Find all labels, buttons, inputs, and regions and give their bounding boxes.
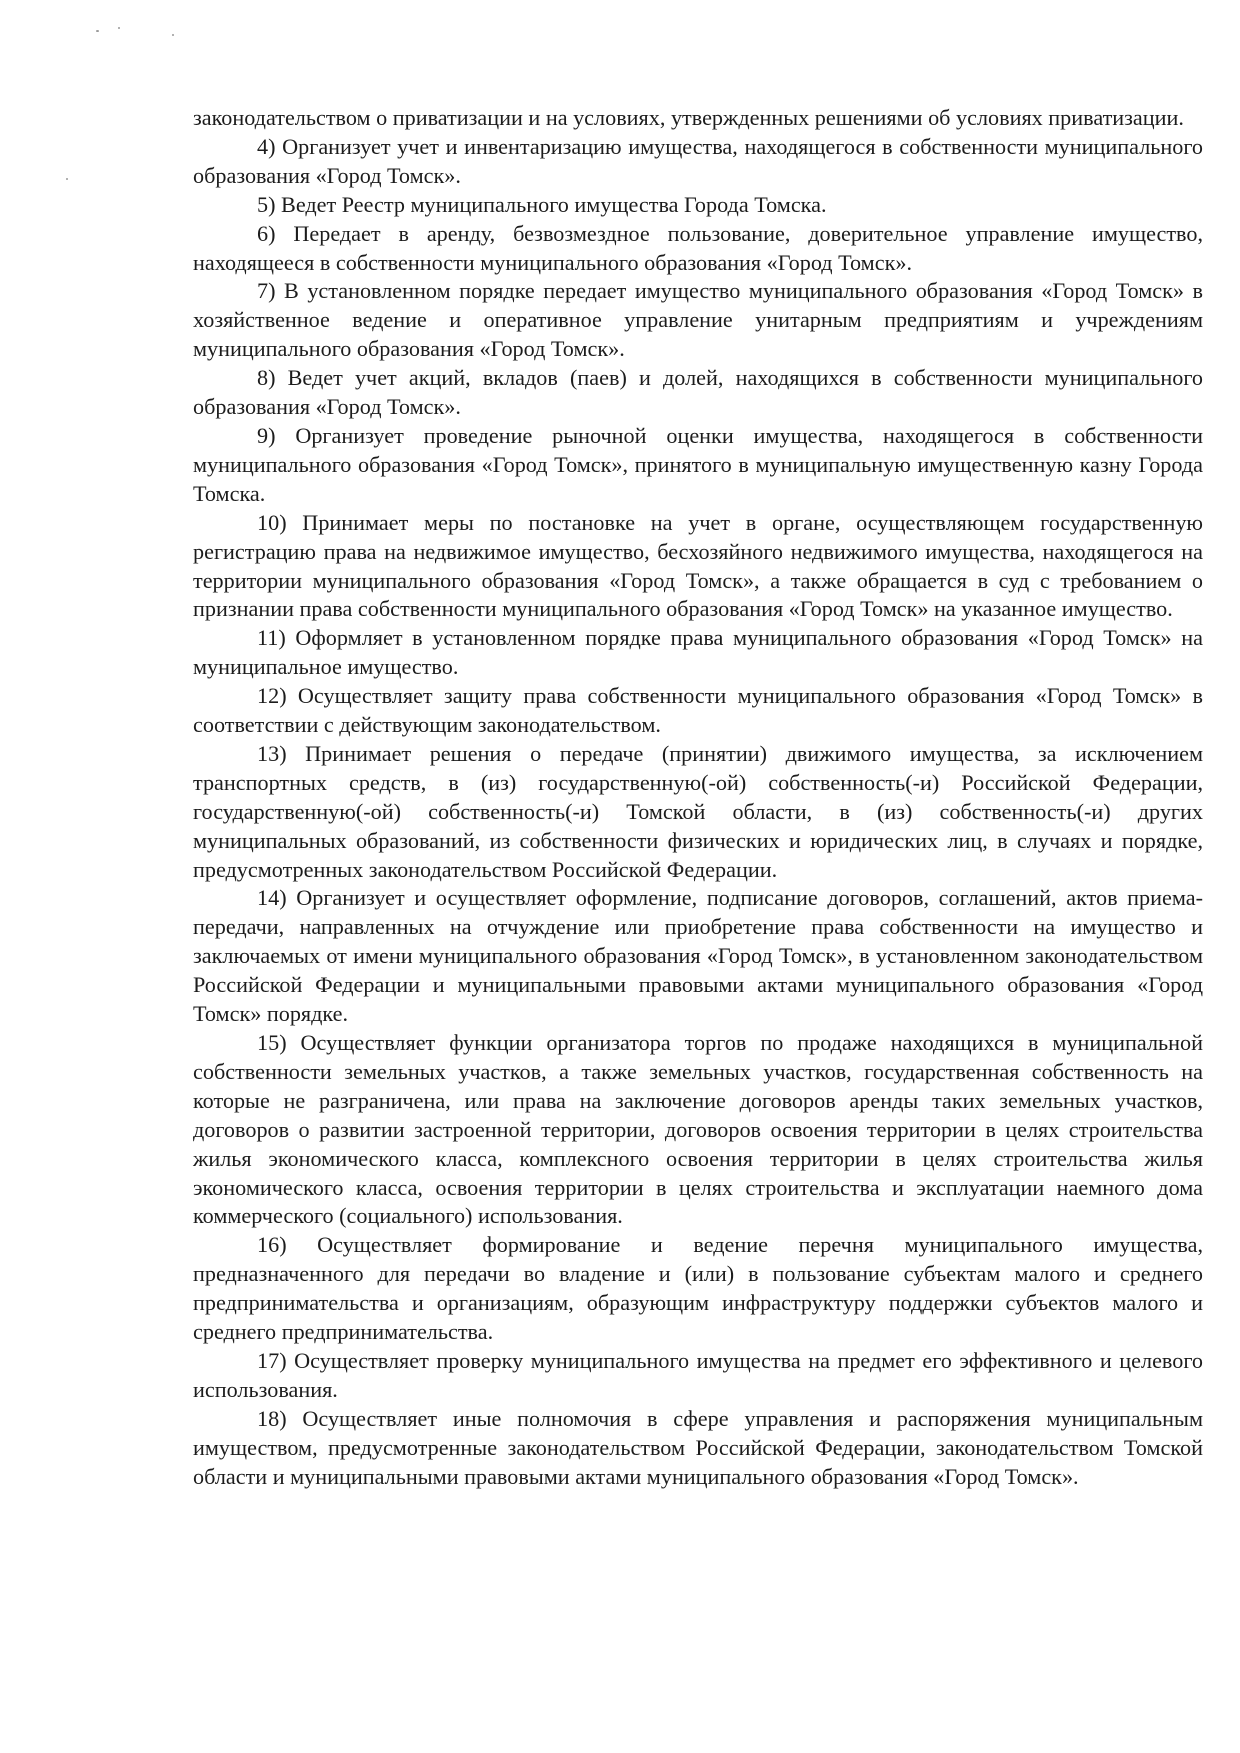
paragraph-item-15: 15) Осуществляет функции организатора торгов по продаже находящихся в муниципальной собственности земельных участков, а также земельных участков, государственная собственность на которые не разграничена, или права на заключение договоров аренды таких земельных участков, договоров о развитии застроенной территории, договоров освоения территории в целях строительства жилья экономического класса, комплексного освоения территории в целях строительства жилья экономического класса, освоения территории в целях строительства и эксплуатации наемного дома коммерческого (социального) использования. <box>193 1030 1203 1229</box>
scan-speck <box>96 30 99 32</box>
paragraph-item-11: 11) Оформляет в установленном порядке права муниципального образования «Город Томск» на муниципальное имущество. <box>193 625 1203 680</box>
paragraph-item-10: 10) Принимает меры по постановке на учет в органе, осуществляющем государственную регистрацию права на недвижимое имущество, бесхозяйного недвижимого имущества, находящегося на территории муниципального образования «Город Томск», а также обращается в суд с требованием о признании права собственности муниципального образования «Город Томск» на указанное имущество. <box>193 509 1203 622</box>
paragraph-item-7: 7) В установленном порядке передает имущество муниципального образования «Город Томск» в хозяйственное ведение и оперативное управление унитарным предприятиям и учреждениям муниципального образования «Город Томск». <box>193 278 1203 362</box>
paragraph-item-8: 8) Ведет учет акций, вкладов (паев) и долей, находящихся в собственности муниципального образования «Город Томск». <box>193 365 1203 420</box>
paragraph-item-13: 13) Принимает решения о передаче (принятии) движимого имущества, за исключением транспортных средств, в (из) государственную(-ой) собственность(-и) Российской Федерации, государственную(-ой) собственность(-и) Томской области, в (из) собственность(-и) других муниципальных образований, из собственности физических и юридических лиц, в случаях и порядке, предусмотренных законодательством Российской Федерации. <box>193 740 1203 882</box>
paragraph-item-12: 12) Осуществляет защиту права собственности муниципального образования «Город Томск» в соответствии с действующим законодательством. <box>193 683 1203 738</box>
paragraph-item-9: 9) Организует проведение рыночной оценки имущества, находящегося в собственности муниципального образования «Город Томск», принятого в муниципальную имущественную казну Города Томска. <box>193 422 1203 506</box>
scan-speck <box>172 34 174 36</box>
document-body <box>193 104 1203 1492</box>
scan-speck <box>66 178 68 180</box>
paragraph-item-18: 18) Осуществляет иные полномочия в сфере управления и распоряжения муниципальным имуществом, предусмотренные законодательством Российской Федерации, законодательством Томской области и муниципальными правовыми актами муниципального образования «Город Томск». <box>193 1405 1203 1489</box>
paragraph-item-5: 5) Ведет Реестр муниципального имущества Города Томска. <box>257 191 827 217</box>
paragraph-item-6: 6) Передает в аренду, безвозмездное пользование, доверительное управление имущество, находящееся в собственности муниципального образования «Город Томск». <box>193 220 1203 275</box>
paragraph-continuation: законодательством о приватизации и на условиях, утвержденных решениями об условиях приватизации. <box>193 105 1184 130</box>
scan-speck <box>118 27 120 29</box>
paragraph-item-17: 17) Осуществляет проверку муниципального имущества на предмет его эффективного и целевого использования. <box>193 1347 1203 1402</box>
paragraph-item-16: 16) Осуществляет формирование и ведение перечня муниципального имущества, предназначенного для передачи во владение и (или) в пользование субъектам малого и среднего предпринимательства и организациям, образующим инфраструктуру поддержки субъектов малого и среднего предпринимательства. <box>193 1232 1203 1345</box>
paragraph-item-14: 14) Организует и осуществляет оформление, подписание договоров, соглашений, актов приема-передачи, направленных на отчуждение или приобретение права собственности на имущество и заключаемых от имени муниципального образования «Город Томск», в установленном законодательством Российской Федерации и муниципальными правовыми актами муниципального образования «Город Томск» порядке. <box>193 885 1203 1027</box>
paragraph-item-4: 4) Организует учет и инвентаризацию имущества, находящегося в собственности муниципального образования «Город Томск». <box>193 133 1203 188</box>
